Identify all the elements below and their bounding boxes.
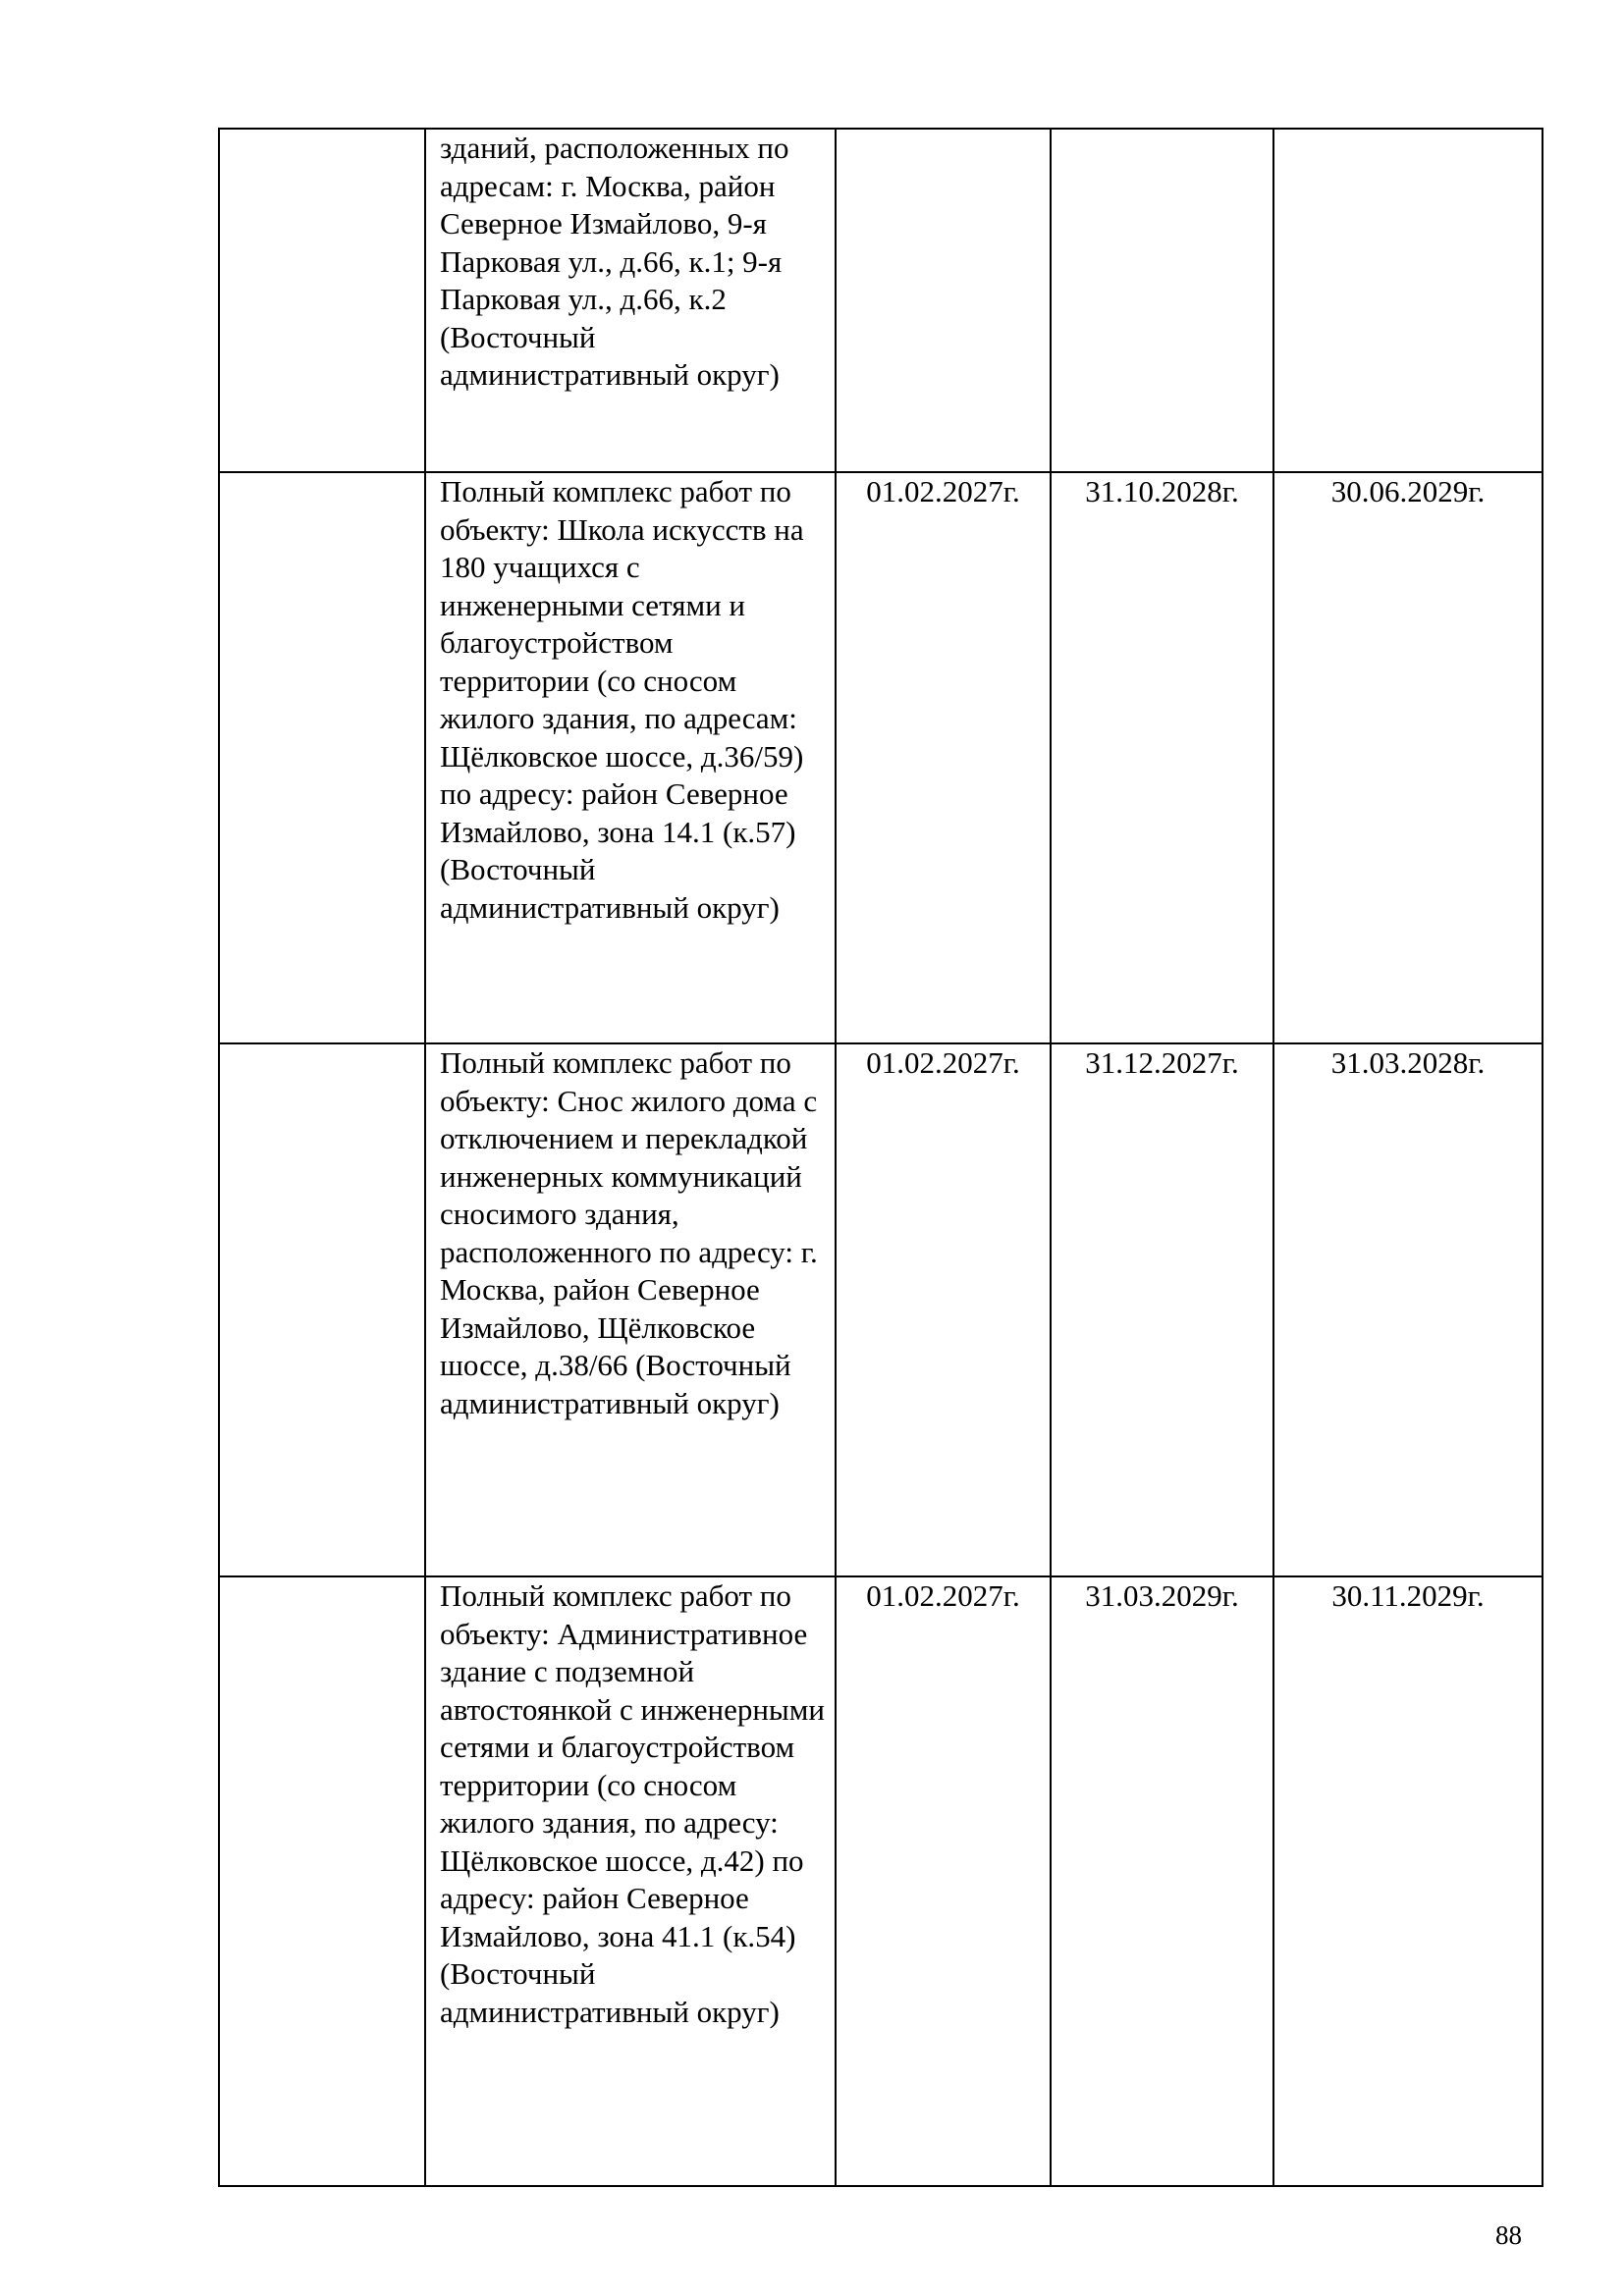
page-number: 88 (1495, 2220, 1522, 2250)
object-description-cell: зданий, расположенных по адресам: г. Москва, район Северное Измайлово, 9-я Парковая ул., д.66, к.1; 9-я Парковая ул., д.66, к.2 (Восточный административный округ) (425, 129, 836, 472)
end-date-cell: 31.12.2027г. (1051, 1043, 1273, 1576)
commission-date-cell: 30.11.2029г. (1273, 1576, 1543, 2186)
start-date-cell: 01.02.2027г. (836, 472, 1051, 1043)
start-date-cell: 01.02.2027г. (836, 1576, 1051, 2186)
table-row (219, 1043, 1543, 1576)
table-row (219, 1576, 1543, 2186)
commission-date-cell: 31.03.2028г. (1273, 1043, 1543, 1576)
object-description-cell: Полный комплекс работ по объекту: Административное здание с подземной автостоянкой с инженерными сетями и благоустройством территории (со сносом жилого здания, по адресу: Щёлковское шоссе, д.42) по адресу: район Северное Измайлово, зона 41.1 (к.54) (Восточный административный округ) (425, 1576, 836, 2186)
end-date-cell (1051, 129, 1273, 472)
table-row (219, 472, 1543, 1043)
row-number-cell (219, 472, 425, 1043)
end-date-cell: 31.10.2028г. (1051, 472, 1273, 1043)
schedule-table (218, 128, 1543, 2187)
row-number-cell (219, 1576, 425, 2186)
start-date-cell (836, 129, 1051, 472)
object-description-cell: Полный комплекс работ по объекту: Снос жилого дома с отключением и перекладкой инженерных коммуникаций сносимого здания, расположенного по адресу: г. Москва, район Северное Измайлово, Щёлковское шоссе, д.38/66 (Восточный административный округ) (425, 1043, 836, 1576)
start-date-cell: 01.02.2027г. (836, 1043, 1051, 1576)
commission-date-cell: 30.06.2029г. (1273, 472, 1543, 1043)
commission-date-cell (1273, 129, 1543, 472)
table-row (219, 129, 1543, 472)
row-number-cell (219, 129, 425, 472)
object-description-cell: Полный комплекс работ по объекту: Школа искусств на 180 учащихся с инженерными сетями и благоустройством территории (со сносом жилого здания, по адресам: Щёлковское шоссе, д.36/59) по адресу: район Северное Измайлово, зона 14.1 (к.57) (Восточный административный округ) (425, 472, 836, 1043)
end-date-cell: 31.03.2029г. (1051, 1576, 1273, 2186)
row-number-cell (219, 1043, 425, 1576)
